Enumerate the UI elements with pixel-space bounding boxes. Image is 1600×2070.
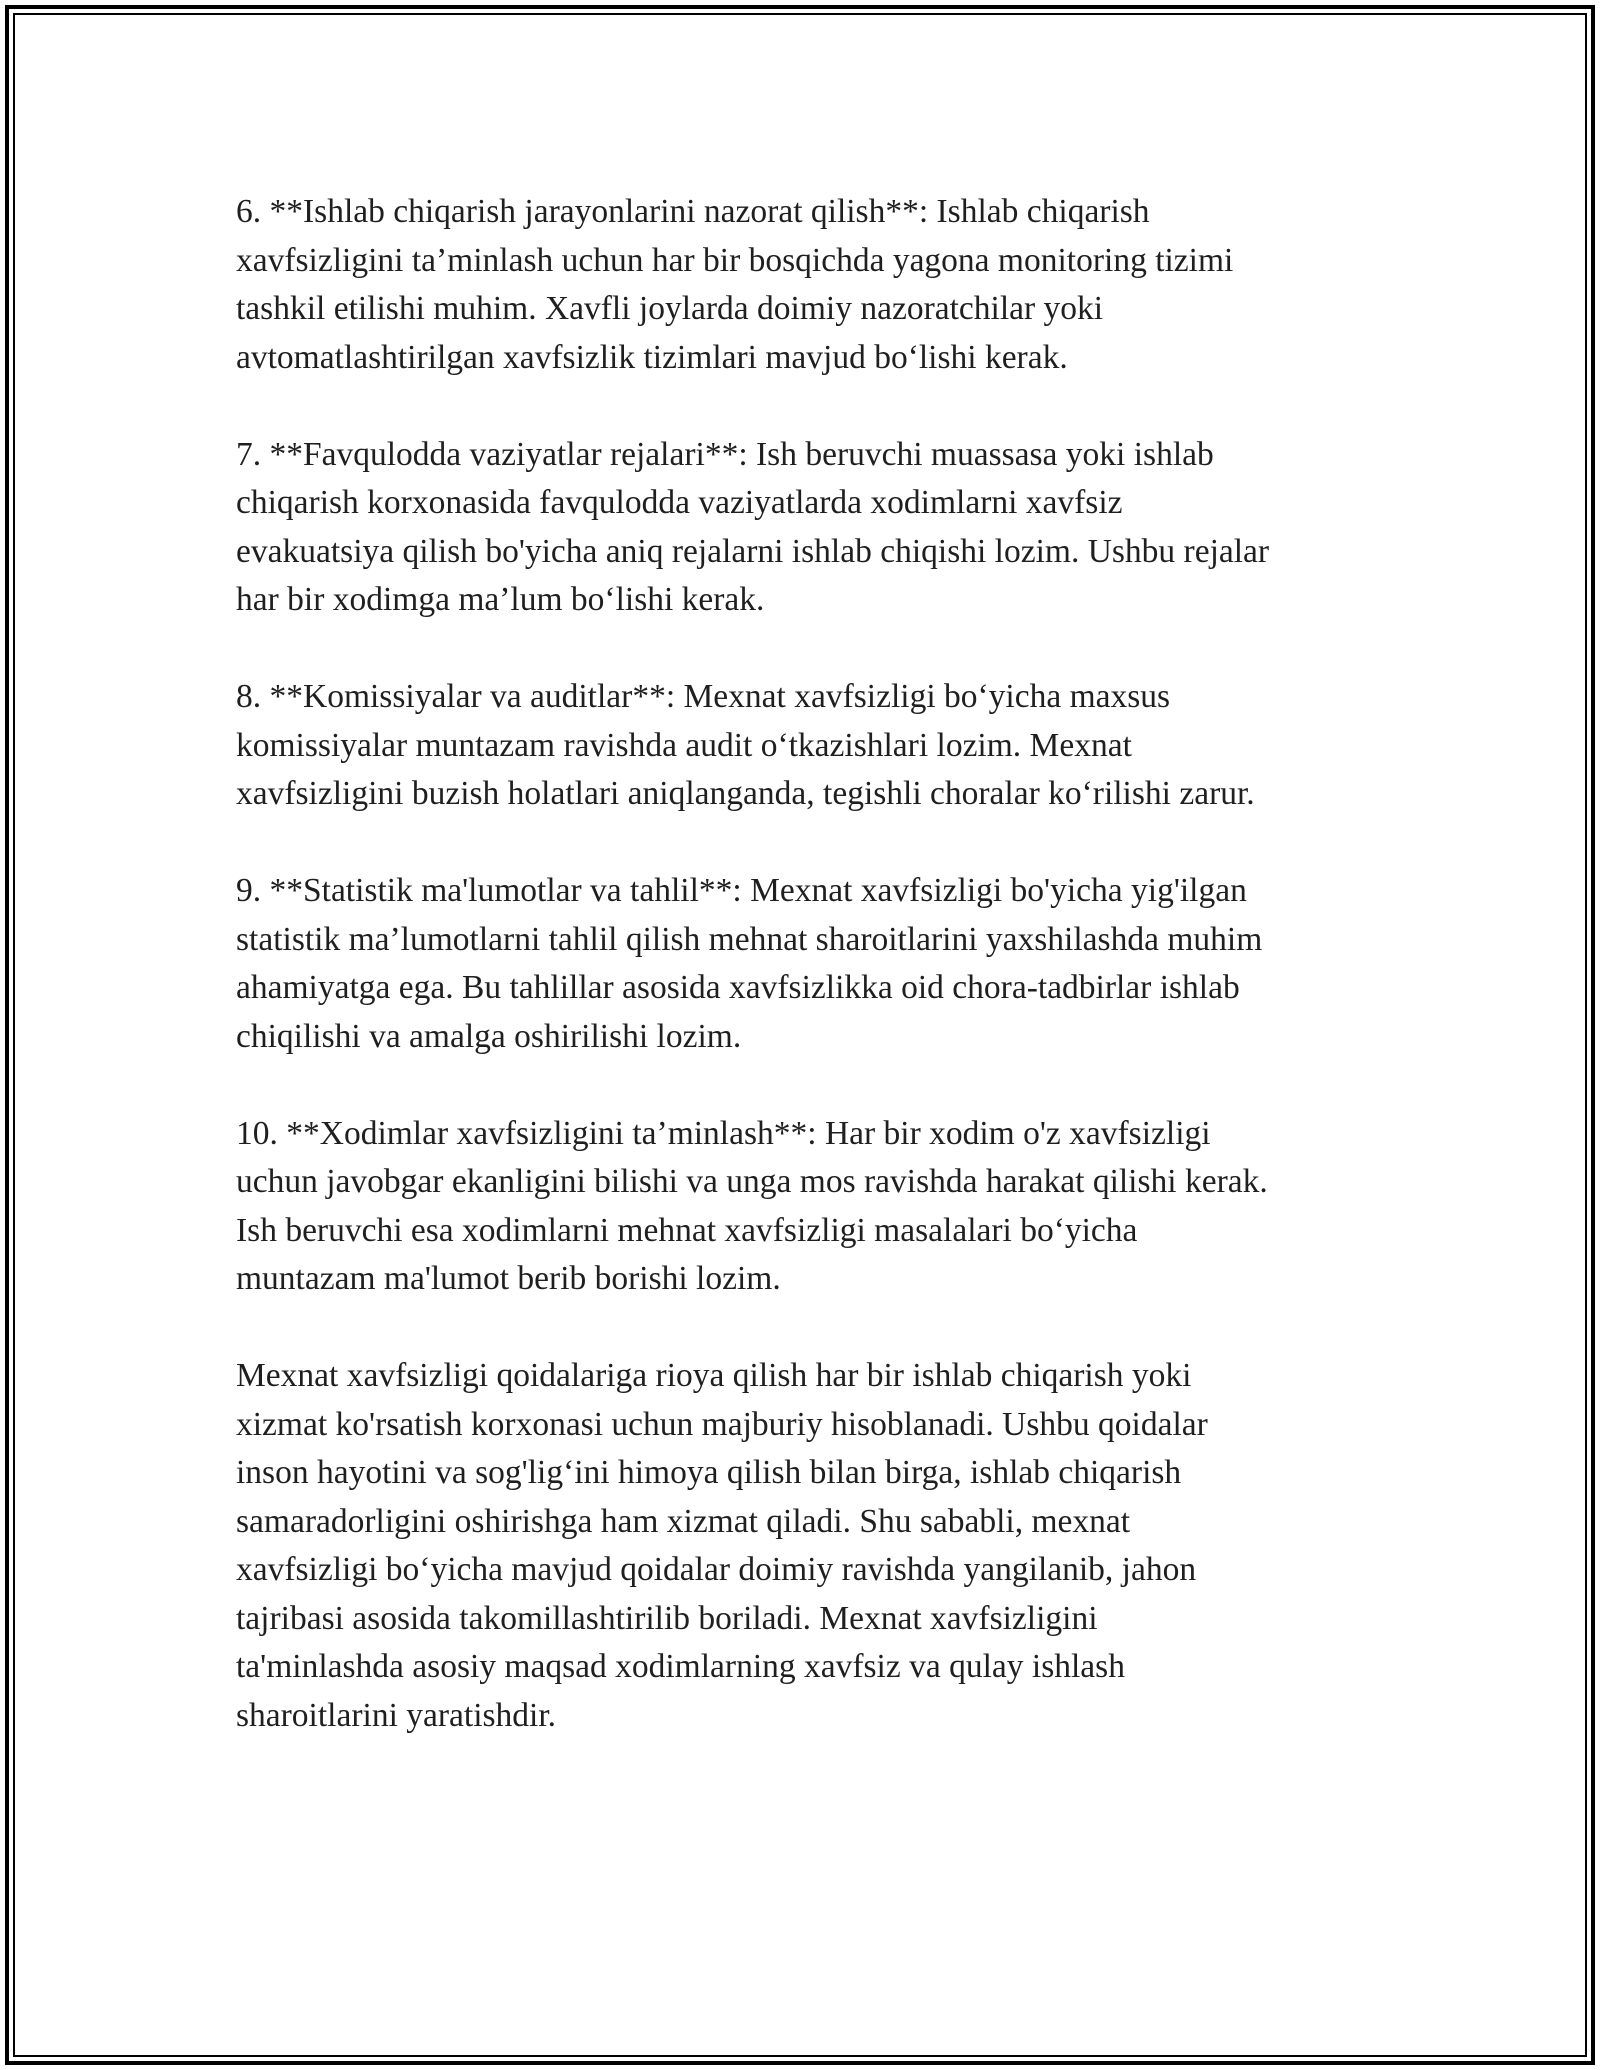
text-line: uchun javobgar ekanligini bilishi va unga mos ravishda harakat qilishi kerak. <box>236 1163 1268 1200</box>
text-line: samaradorligini oshirishga ham xizmat qiladi. Shu sababli, mexnat <box>236 1502 1131 1540</box>
paragraph-item-10 <box>236 1110 1401 1304</box>
document-body <box>236 188 1401 1740</box>
text-line: 9. **Statistik ma'lumotlar va tahlil**: Mexnat xavfsizligi bo'yicha yig'ilgan <box>236 872 1247 909</box>
text-line: 6. **Ishlab chiqarish jarayonlarini nazorat qilish**: Ishlab chiqarish <box>236 193 1150 230</box>
text-line: avtomatlashtirilgan xavfsizlik tizimlari mavjud bo‘lishi kerak. <box>236 338 1068 376</box>
text-line: xavfsizligini buzish holatlari aniqlanganda, tegishli choralar ko‘rilishi zarur. <box>236 775 1255 812</box>
text-line: xizmat ko'rsatish korxonasi uchun majburiy hisoblanadi. Ushbu qoidalar <box>236 1405 1208 1443</box>
text-line: komissiyalar muntazam ravishda audit o‘tkazishlari lozim. Mexnat <box>236 726 1132 764</box>
text-line: tajribasi asosida takomillashtirilib boriladi. Mexnat xavfsizligini <box>236 1599 1098 1637</box>
paragraph-conclusion <box>236 1352 1401 1740</box>
text-line: chiqarish korxonasida favqulodda vaziyatlarda xodimlarni xavfsiz <box>236 484 1123 521</box>
text-line: inson hayotini va sog'lig‘ini himoya qilish bilan birga, ishlab chiqarish <box>236 1454 1182 1491</box>
paragraph-item-6 <box>236 188 1401 382</box>
text-line: Ish beruvchi esa xodimlarni mehnat xavfsizligi masalalari bo‘yicha <box>236 1211 1138 1249</box>
text-line: chiqilishi va amalga oshirilishi lozim. <box>236 1017 742 1055</box>
text-line: 10. **Xodimlar xavfsizligini ta’minlash**: Har bir xodim o'z xavfsizligi <box>236 1114 1211 1152</box>
text-line: xavfsizligini ta’minlash uchun har bir bosqichda yagona monitoring tizimi <box>236 241 1234 279</box>
text-line: ahamiyatga ega. Bu tahlillar asosida xavfsizlikka oid chora-tadbirlar ishlab <box>236 969 1240 1006</box>
text-line: sharoitlarini yaratishdir. <box>236 1696 557 1734</box>
text-line: 7. **Favqulodda vaziyatlar rejalari**: Ish beruvchi muassasa yoki ishlab <box>236 435 1214 473</box>
text-line: ta'minlashda asosiy maqsad xodimlarning xavfsiz va qulay ishlash <box>236 1648 1125 1685</box>
text-line: statistik ma’lumotlarni tahlil qilish mehnat sharoitlarini yaxshilashda muhim <box>236 920 1263 958</box>
text-line: xavfsizligi bo‘yicha mavjud qoidalar doimiy ravishda yangilanib, jahon <box>236 1551 1197 1588</box>
text-line: muntazam ma'lumot berib borishi lozim. <box>236 1260 781 1297</box>
text-line: Mexnat xavfsizligi qoidalariga rioya qilish har bir ishlab chiqarish yoki <box>236 1357 1192 1394</box>
text-line: tashkil etilishi muhim. Xavfli joylarda doimiy nazoratchilar yoki <box>236 290 1104 327</box>
text-line: 8. **Komissiyalar va auditlar**: Mexnat xavfsizligi bo‘yicha maxsus <box>236 678 1171 715</box>
paragraph-item-9 <box>236 867 1401 1061</box>
paragraph-item-7 <box>236 431 1401 625</box>
paragraph-item-8 <box>236 673 1401 819</box>
text-line: har bir xodimga ma’lum bo‘lishi kerak. <box>236 581 765 618</box>
text-line: evakuatsiya qilish bo'yicha aniq rejalarni ishlab chiqishi lozim. Ushbu rejalar <box>236 532 1270 570</box>
